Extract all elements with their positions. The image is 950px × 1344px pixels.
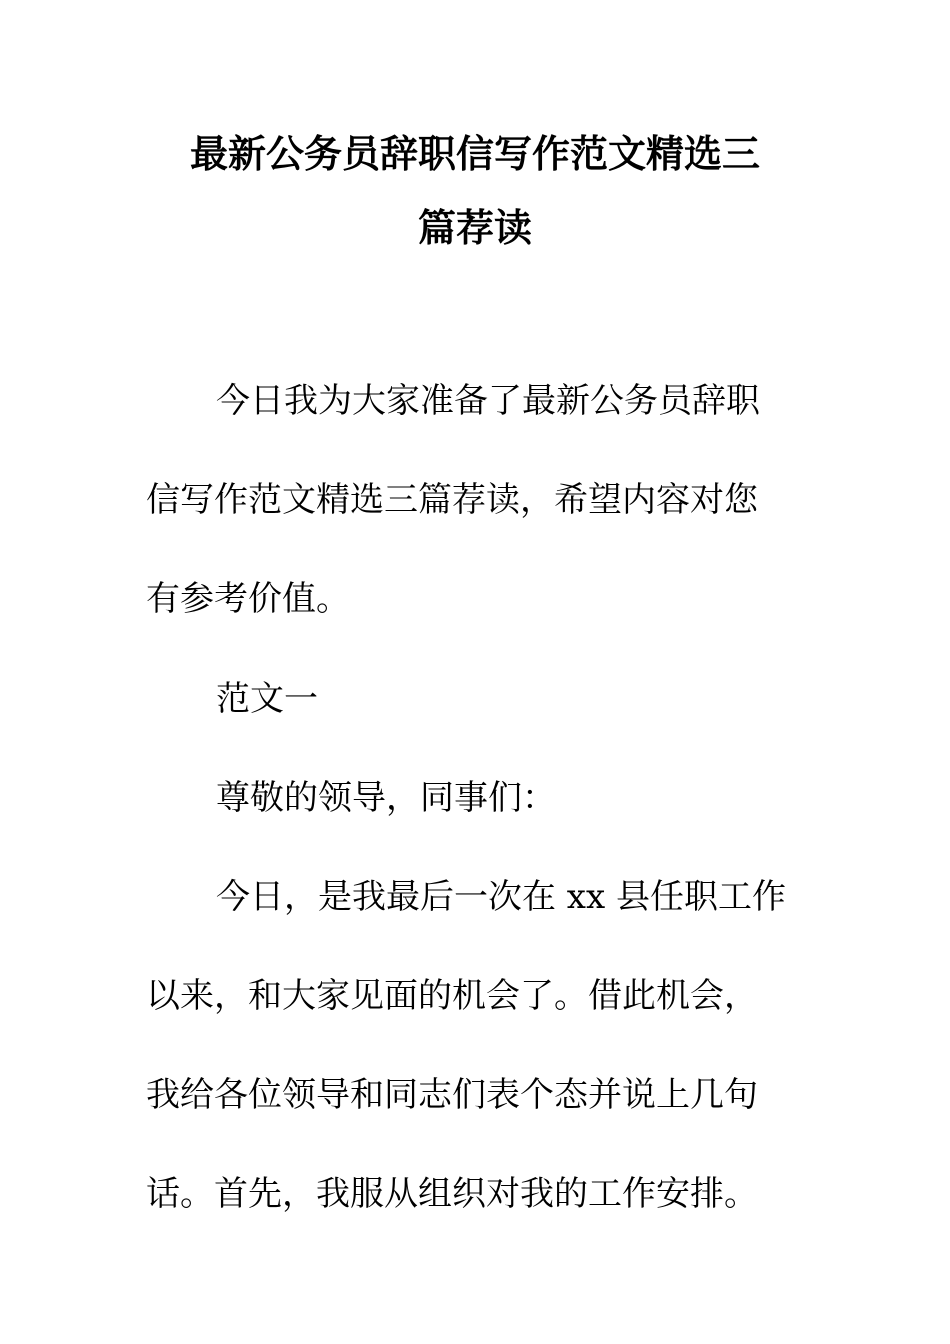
paragraph-line-1: 今日，是我最后一次在 xx 县任职工作 bbox=[216, 877, 786, 917]
document-title-line-2: 篇荐读 bbox=[417, 205, 532, 250]
paragraph-line-3: 我给各位领导和同志们表个态并说上几句 bbox=[146, 1075, 758, 1115]
document-title-line-1: 最新公务员辞职信写作范文精选三 bbox=[189, 131, 760, 176]
paragraph-line-2: 以来，和大家见面的机会了。借此机会， bbox=[146, 976, 758, 1016]
paragraph-line-4: 话。首先，我服从组织对我的工作安排。 bbox=[146, 1174, 758, 1214]
intro-line-1: 今日我为大家准备了最新公务员辞职 bbox=[216, 381, 760, 421]
section-heading: 范文一 bbox=[216, 679, 318, 719]
intro-line-3: 有参考价值。 bbox=[146, 579, 350, 619]
salutation: 尊敬的领导，同事们： bbox=[216, 778, 556, 818]
intro-line-2: 信写作范文精选三篇荐读，希望内容对您 bbox=[146, 480, 758, 520]
